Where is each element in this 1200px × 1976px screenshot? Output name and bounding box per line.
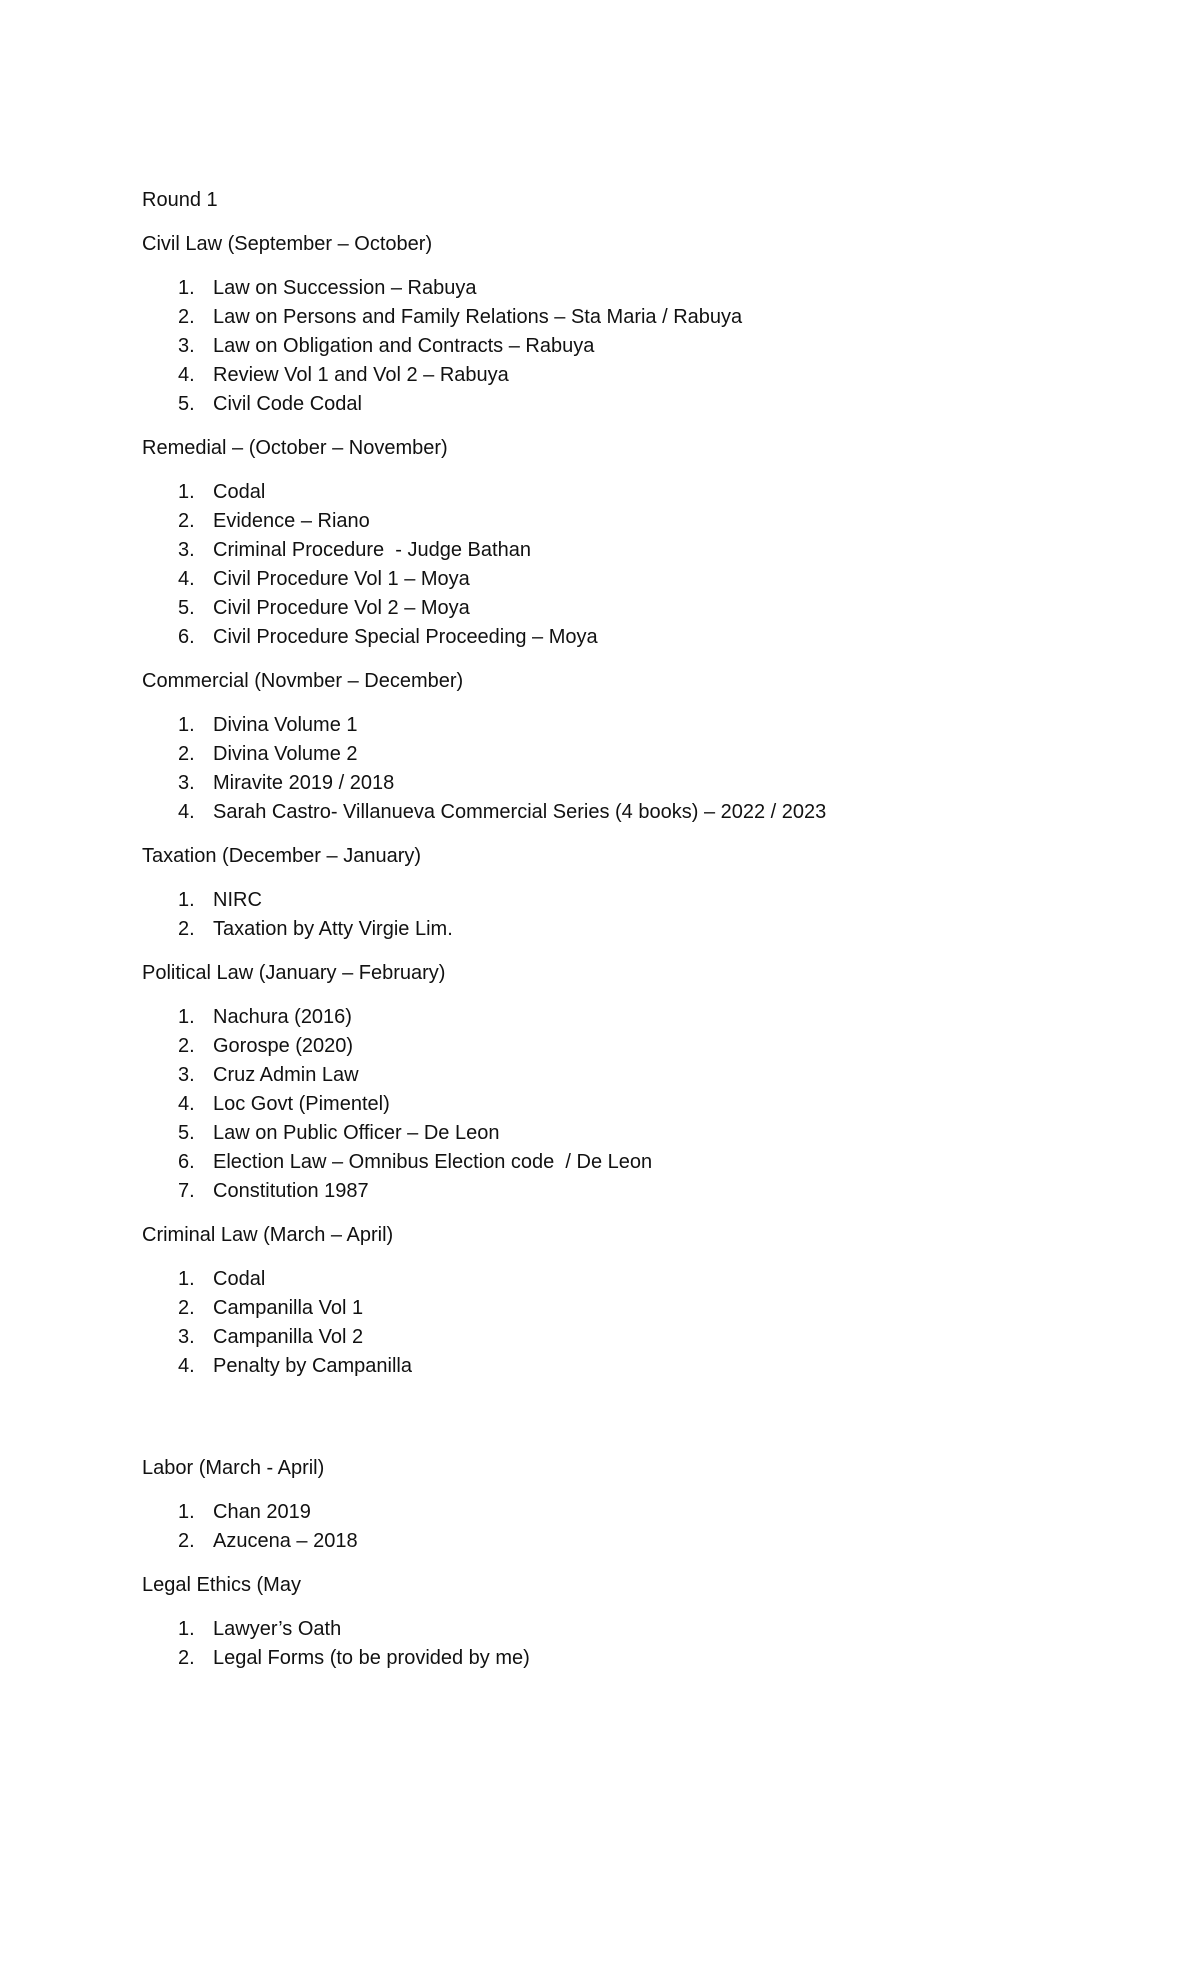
list-item-text: Nachura (2016) bbox=[213, 1006, 352, 1028]
list-number: 2. bbox=[178, 510, 195, 532]
list-item bbox=[142, 361, 1102, 390]
list-item bbox=[142, 594, 1102, 623]
list-item bbox=[142, 1003, 1102, 1032]
list-item-text: Divina Volume 1 bbox=[213, 714, 358, 736]
list-item bbox=[142, 769, 1102, 798]
list-item bbox=[142, 798, 1102, 827]
list-item bbox=[142, 886, 1102, 915]
list-item bbox=[142, 1294, 1102, 1323]
list-item-text: Law on Persons and Family Relations – Sta Maria / Rabuya bbox=[213, 306, 743, 328]
list-item-text: NIRC bbox=[213, 889, 262, 911]
round-title: Round 1 bbox=[142, 189, 218, 211]
list-item-text: Chan 2019 bbox=[213, 1501, 311, 1523]
section-heading-criminal-law: Criminal Law (March – April) bbox=[142, 1224, 394, 1246]
list-item bbox=[142, 740, 1102, 769]
civil-law-book-list bbox=[142, 274, 1102, 419]
list-item bbox=[142, 1090, 1102, 1119]
list-item bbox=[142, 536, 1102, 565]
list-item bbox=[142, 1148, 1102, 1177]
list-item-text: Criminal Procedure - Judge Bathan bbox=[213, 539, 531, 561]
list-item-text: Constitution 1987 bbox=[213, 1180, 369, 1202]
list-number: 4. bbox=[178, 364, 195, 386]
list-item-text: Campanilla Vol 1 bbox=[213, 1297, 364, 1319]
list-item bbox=[142, 1177, 1102, 1206]
commercial-book-list bbox=[142, 711, 1102, 827]
list-item-text: Law on Public Officer – De Leon bbox=[213, 1122, 500, 1144]
list-number: 6. bbox=[178, 1151, 195, 1173]
document-body bbox=[142, 186, 1102, 1688]
list-number: 3. bbox=[178, 1326, 195, 1348]
list-item bbox=[142, 274, 1102, 303]
list-item-text: Gorospe (2020) bbox=[213, 1035, 354, 1057]
list-item bbox=[142, 478, 1102, 507]
list-item-text: Cruz Admin Law bbox=[213, 1064, 359, 1086]
list-number: 6. bbox=[178, 626, 195, 648]
list-item-text: Codal bbox=[213, 1268, 266, 1290]
remedial-book-list bbox=[142, 478, 1102, 652]
list-item-text: Election Law – Omnibus Election code / De Leon bbox=[213, 1151, 653, 1173]
list-item-text: Miravite 2019 / 2018 bbox=[213, 772, 395, 794]
section-heading-political-law: Political Law (January – February) bbox=[142, 962, 446, 984]
list-number: 4. bbox=[178, 1355, 195, 1377]
list-item-text: Codal bbox=[213, 481, 266, 503]
labor-book-list bbox=[142, 1498, 1102, 1556]
list-item-text: Divina Volume 2 bbox=[213, 743, 358, 765]
list-item bbox=[142, 332, 1102, 361]
list-item bbox=[142, 711, 1102, 740]
section-heading-commercial: Commercial (Novmber – December) bbox=[142, 670, 464, 692]
section-heading-legal-ethics: Legal Ethics (May bbox=[142, 1574, 301, 1596]
list-item bbox=[142, 1527, 1102, 1556]
list-item bbox=[142, 1032, 1102, 1061]
list-item bbox=[142, 1352, 1102, 1381]
list-item-text: Civil Code Codal bbox=[213, 393, 362, 415]
list-item-text: Lawyer’s Oath bbox=[213, 1618, 342, 1640]
list-item-text: Civil Procedure Vol 2 – Moya bbox=[213, 597, 470, 619]
list-item-text: Civil Procedure Special Proceeding – Moya bbox=[213, 626, 598, 648]
list-item-text: Civil Procedure Vol 1 – Moya bbox=[213, 568, 470, 590]
list-number: 1. bbox=[178, 481, 195, 503]
list-number: 3. bbox=[178, 1064, 195, 1086]
list-item bbox=[142, 507, 1102, 536]
section-heading-taxation: Taxation (December – January) bbox=[142, 845, 422, 867]
list-item bbox=[142, 1644, 1102, 1673]
list-number: 3. bbox=[178, 335, 195, 357]
section-heading-civil-law: Civil Law (September – October) bbox=[142, 233, 433, 255]
list-number: 4. bbox=[178, 801, 195, 823]
list-number: 4. bbox=[178, 568, 195, 590]
list-number: 5. bbox=[178, 393, 195, 415]
list-item bbox=[142, 1615, 1102, 1644]
list-item bbox=[142, 1265, 1102, 1294]
list-item-text: Campanilla Vol 2 bbox=[213, 1326, 364, 1348]
list-item-text: Legal Forms (to be provided by me) bbox=[213, 1647, 530, 1669]
list-item bbox=[142, 390, 1102, 419]
list-item-text: Review Vol 1 and Vol 2 – Rabuya bbox=[213, 364, 509, 386]
criminal-law-book-list bbox=[142, 1265, 1102, 1381]
list-item-text: Penalty by Campanilla bbox=[213, 1355, 412, 1377]
list-number: 1. bbox=[178, 889, 195, 911]
list-item bbox=[142, 1061, 1102, 1090]
list-number: 3. bbox=[178, 772, 195, 794]
list-number: 1. bbox=[178, 1268, 195, 1290]
list-number: 1. bbox=[178, 1501, 195, 1523]
list-number: 5. bbox=[178, 597, 195, 619]
list-number: 2. bbox=[178, 1035, 195, 1057]
legal-ethics-book-list bbox=[142, 1615, 1102, 1673]
blank-lines bbox=[142, 1396, 1102, 1454]
list-number: 2. bbox=[178, 1647, 195, 1669]
list-number: 2. bbox=[178, 1297, 195, 1319]
list-item bbox=[142, 303, 1102, 332]
list-number: 4. bbox=[178, 1093, 195, 1115]
list-item-text: Evidence – Riano bbox=[213, 510, 370, 532]
list-number: 1. bbox=[178, 1006, 195, 1028]
section-heading-remedial: Remedial – (October – November) bbox=[142, 437, 448, 459]
list-number: 1. bbox=[178, 714, 195, 736]
list-number: 2. bbox=[178, 1530, 195, 1552]
list-item bbox=[142, 623, 1102, 652]
list-item bbox=[142, 1323, 1102, 1352]
list-number: 7. bbox=[178, 1180, 195, 1202]
section-heading-labor: Labor (March - April) bbox=[142, 1457, 325, 1479]
list-item bbox=[142, 1498, 1102, 1527]
list-item-text: Sarah Castro- Villanueva Commercial Series (4 books) – 2022 / 2023 bbox=[213, 801, 827, 823]
list-item-text: Azucena – 2018 bbox=[213, 1530, 358, 1552]
list-number: 2. bbox=[178, 918, 195, 940]
list-item bbox=[142, 565, 1102, 594]
list-item-text: Taxation by Atty Virgie Lim. bbox=[213, 918, 453, 940]
list-number: 2. bbox=[178, 743, 195, 765]
list-item bbox=[142, 915, 1102, 944]
list-item bbox=[142, 1119, 1102, 1148]
list-number: 3. bbox=[178, 539, 195, 561]
taxation-book-list bbox=[142, 886, 1102, 944]
political-law-book-list bbox=[142, 1003, 1102, 1206]
list-item-text: Loc Govt (Pimentel) bbox=[213, 1093, 390, 1115]
list-number: 5. bbox=[178, 1122, 195, 1144]
list-number: 2. bbox=[178, 306, 195, 328]
list-item-text: Law on Obligation and Contracts – Rabuya bbox=[213, 335, 595, 357]
list-number: 1. bbox=[178, 277, 195, 299]
list-item-text: Law on Succession – Rabuya bbox=[213, 277, 477, 299]
list-number: 1. bbox=[178, 1618, 195, 1640]
